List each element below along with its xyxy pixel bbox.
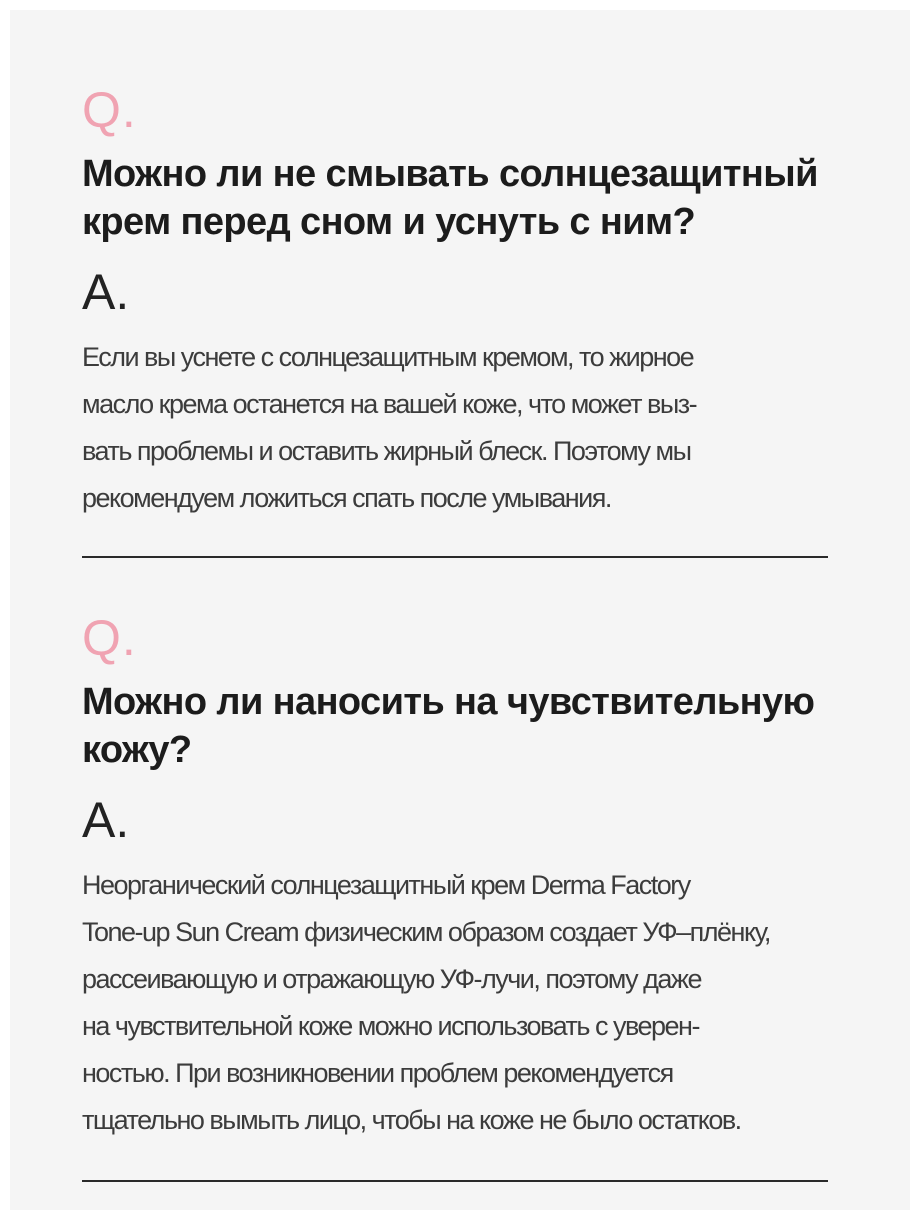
section-divider — [82, 556, 828, 558]
answer-line: на чувствительной коже можно использовать с уверен- — [82, 1011, 699, 1041]
answer-line: вать проблемы и оставить жирный блеск. Поэтому мы — [82, 436, 691, 466]
answer-text — [82, 334, 842, 522]
answer-marker: A. — [82, 264, 130, 320]
section-divider — [82, 1180, 828, 1182]
answer-line: рассеивающую и отражающую УФ-лучи, поэтому даже — [82, 964, 702, 994]
answer-line: ностью. При возникновении проблем рекомендуется — [82, 1058, 673, 1088]
answer-line: Неорганический солнцезащитный крем Derma Factory — [82, 870, 690, 900]
answer-line: масло крема останется на вашей коже, что может выз- — [82, 389, 697, 419]
answer-line: тщательно вымыть лицо, чтобы на коже не было остатков. — [82, 1105, 741, 1135]
answer-marker: A. — [82, 792, 130, 848]
faq-item-sensitive-skin — [82, 610, 842, 1182]
faq-card — [10, 10, 910, 1210]
question-marker: Q. — [82, 82, 137, 138]
answer-line: рекомендуем ложиться спать после умывания. — [82, 483, 611, 513]
answer-text — [82, 862, 842, 1144]
question-heading: Можно ли не смывать солнцезащитный крем перед сном и уснуть с ним? — [82, 153, 818, 243]
answer-line: Если вы уснете с солнцезащитным кремом, то жирное — [82, 342, 694, 372]
question-marker: Q. — [82, 610, 137, 666]
answer-line: Tone-up Sun Cream физическим образом создает УФ–плёнку, — [82, 917, 770, 947]
faq-item-sleep — [82, 82, 842, 558]
question-heading: Можно ли наносить на чувствительную кожу? — [82, 681, 815, 771]
